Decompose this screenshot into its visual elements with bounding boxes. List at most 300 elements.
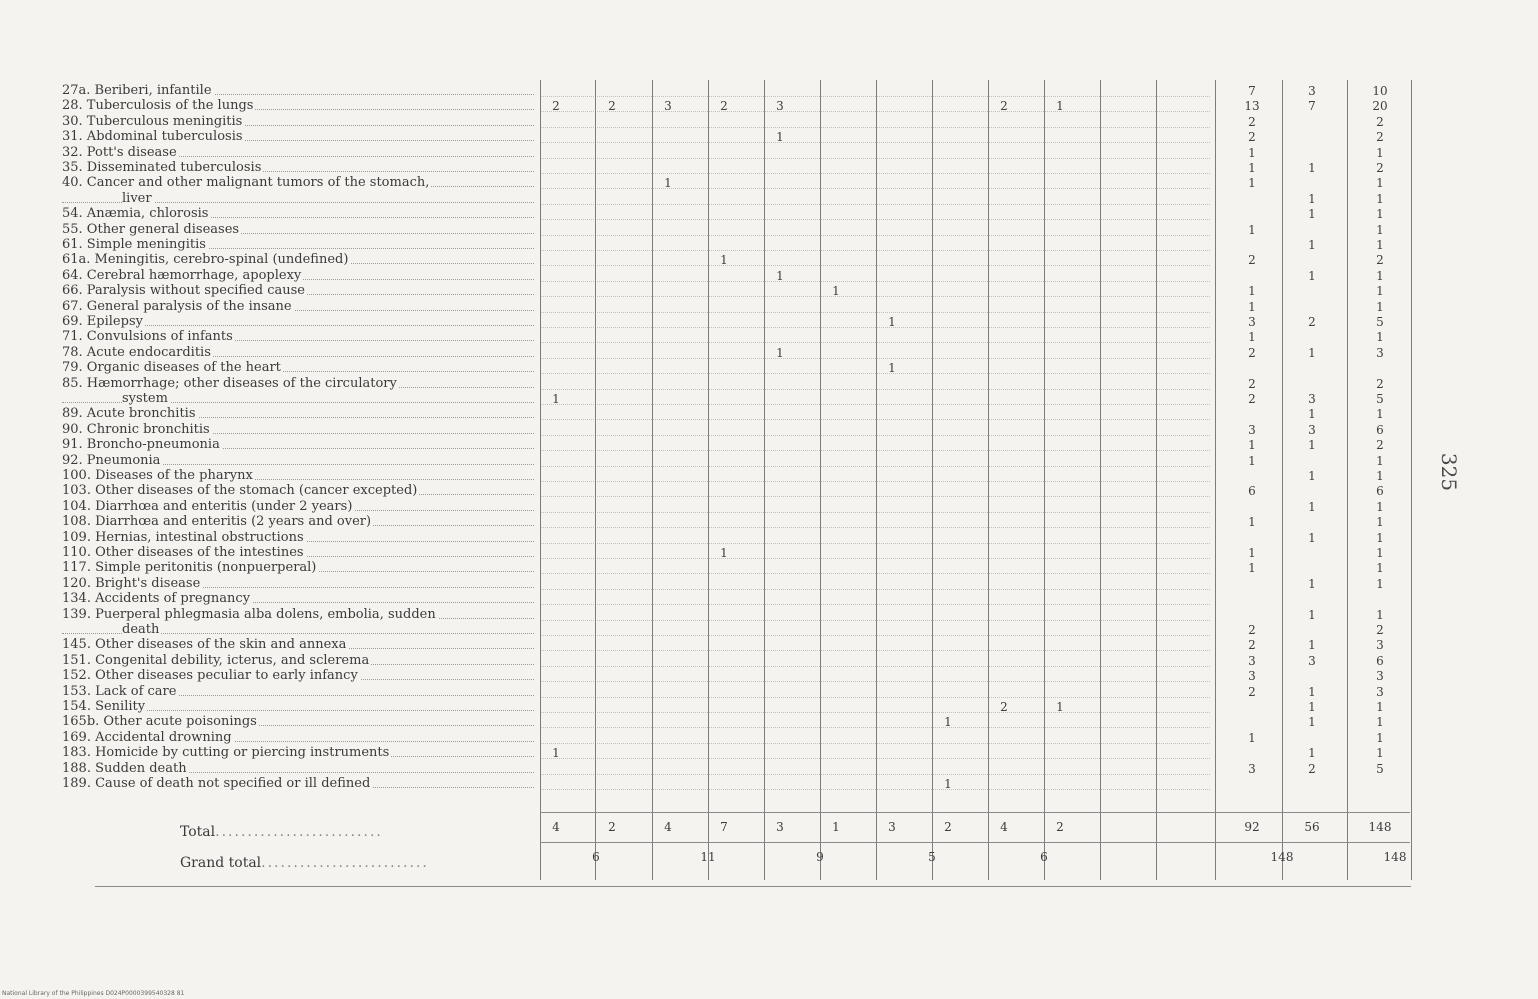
row-leader — [540, 127, 1210, 128]
cell-value: 1 — [1248, 730, 1256, 745]
cell-value: 1 — [776, 130, 784, 145]
cell-value: 3 — [1376, 345, 1384, 360]
row-leader — [540, 789, 1210, 790]
row-leader — [540, 543, 1210, 544]
cause-row — [62, 454, 534, 468]
row-leader — [540, 635, 1210, 636]
column-rule — [1282, 80, 1283, 880]
column-rule — [876, 80, 877, 880]
cause-label: 108. Diarrhœa and enteritis (2 years and over) — [62, 515, 372, 530]
cell-value: 6 — [1376, 653, 1384, 668]
cause-label: 189. Cause of death not specified or ill defined — [62, 777, 371, 791]
cell-value: 2 — [1000, 99, 1008, 114]
cause-label: death — [122, 623, 160, 637]
row-leader — [540, 219, 1210, 220]
column-rule — [988, 80, 989, 880]
total-value: 2 — [1056, 820, 1064, 834]
cell-value: 1 — [944, 715, 952, 730]
cause-label: 183. Homicide by cutting or piercing instruments — [62, 746, 390, 761]
column-rule — [1100, 80, 1101, 880]
cause-label: 134. Accidents of pregnancy — [62, 592, 251, 607]
cause-row — [62, 346, 534, 360]
cell-value: 1 — [1308, 530, 1316, 545]
cell-value: 5 — [1376, 315, 1384, 329]
cause-row — [62, 685, 534, 699]
row-leader — [540, 173, 1210, 174]
cause-row — [62, 315, 534, 329]
cell-value: 1 — [1376, 284, 1384, 299]
row-leader — [540, 342, 1210, 343]
cell-value: 1 — [1248, 515, 1256, 530]
row-leader — [540, 158, 1210, 159]
cause-label: 103. Other diseases of the stomach (cancer excepted) — [62, 484, 418, 499]
cell-value: 2 — [1000, 700, 1008, 714]
total-value: 148 — [1368, 820, 1392, 834]
cause-row — [62, 84, 534, 98]
cell-value: 3 — [1376, 669, 1384, 684]
cause-label: 78. Acute endocarditis — [62, 345, 211, 360]
cell-value: 1 — [1376, 238, 1384, 252]
cause-label: 61. Simple meningitis — [62, 238, 206, 252]
cause-label: 165b. Other acute poisonings — [62, 715, 257, 730]
cause-row — [62, 669, 534, 683]
total-label: Total.......................... — [180, 824, 383, 840]
total-value: 4 — [552, 820, 560, 834]
cause-label: 27a. Beriberi, infantile — [62, 84, 212, 98]
total-value: 7 — [720, 820, 728, 834]
row-leader — [540, 419, 1210, 420]
cause-row — [62, 546, 534, 560]
cause-row — [62, 300, 534, 314]
total-value: 4 — [664, 820, 672, 834]
grand-total-value: 6 — [592, 850, 600, 864]
cell-value: 1 — [1248, 330, 1256, 345]
cause-row — [62, 223, 534, 237]
cell-value: 1 — [1308, 191, 1316, 206]
cell-value: 1 — [1248, 546, 1256, 560]
cell-value: 1 — [1308, 746, 1316, 761]
row-leader — [540, 604, 1210, 605]
cell-value: 1 — [1308, 469, 1316, 483]
row-leader — [540, 373, 1210, 374]
cell-value: 1 — [1376, 515, 1384, 530]
cause-label: 64. Cerebral hæmorrhage, apoplexy — [62, 268, 302, 283]
cell-value: 2 — [1376, 253, 1384, 268]
cell-value: 1 — [776, 268, 784, 283]
cell-value: 1 — [1248, 561, 1256, 576]
cell-value: 1 — [1308, 438, 1316, 453]
cell-value: 2 — [1308, 761, 1316, 776]
cell-value: 2 — [552, 99, 560, 114]
row-leader — [540, 743, 1210, 744]
cause-label: 153. Lack of care — [62, 684, 177, 699]
cell-value: 7 — [1248, 84, 1256, 98]
row-leader — [540, 650, 1210, 651]
cause-label: 110. Other diseases of the intestines — [62, 546, 304, 560]
cause-row — [62, 531, 534, 545]
cell-value: 1 — [1376, 469, 1384, 483]
row-leader — [540, 281, 1210, 282]
row-leader — [540, 466, 1210, 467]
cell-value: 5 — [1376, 761, 1384, 776]
row-leader — [540, 389, 1210, 390]
cell-value: 2 — [1248, 638, 1256, 653]
column-rule — [1044, 80, 1045, 880]
cell-value: 1 — [1056, 700, 1064, 714]
cell-value: 3 — [664, 99, 672, 114]
cell-value: 6 — [1376, 422, 1384, 437]
row-leader — [540, 527, 1210, 528]
cause-label: 31. Abdominal tuberculosis — [62, 130, 243, 145]
cell-value: 1 — [552, 746, 560, 761]
cause-label: 109. Hernias, intestinal obstructions — [62, 530, 304, 545]
row-leader — [540, 558, 1210, 559]
cell-value: 1 — [1376, 176, 1384, 191]
cause-row — [62, 577, 534, 591]
cause-row — [62, 484, 534, 498]
cell-value: 1 — [1308, 715, 1316, 730]
cell-value: 2 — [1376, 161, 1384, 175]
cause-label: 67. General paralysis of the insane — [62, 299, 292, 314]
cell-value: 1 — [1248, 453, 1256, 468]
row-leader — [540, 358, 1210, 359]
cell-value: 1 — [1308, 268, 1316, 283]
cell-value: 1 — [888, 315, 896, 329]
row-leader — [540, 666, 1210, 667]
cell-value: 3 — [1248, 315, 1256, 329]
row-leader — [540, 481, 1210, 482]
cause-row — [62, 777, 534, 791]
cell-value: 13 — [1244, 99, 1260, 114]
cell-value: 2 — [1376, 130, 1384, 145]
cause-label: 92. Pneumonia — [62, 453, 161, 468]
row-leader — [540, 204, 1210, 205]
cause-row — [62, 161, 534, 175]
cell-value: 3 — [1376, 638, 1384, 653]
row-leader — [540, 727, 1210, 728]
cell-value: 2 — [1376, 114, 1384, 129]
cell-value: 3 — [1308, 653, 1316, 668]
row-leader — [540, 435, 1210, 436]
column-rule — [1215, 80, 1216, 880]
column-rule — [708, 80, 709, 880]
row-leader — [540, 327, 1210, 328]
column-rule — [764, 80, 765, 880]
cell-value: 5 — [1376, 392, 1384, 406]
cause-label: 91. Broncho-pneumonia — [62, 438, 220, 453]
grand-total-value: 148 — [1270, 850, 1294, 864]
cause-row — [62, 592, 534, 606]
cause-row — [62, 500, 534, 514]
cell-value: 3 — [1308, 84, 1316, 98]
cell-value: 3 — [1308, 422, 1316, 437]
cause-row — [62, 253, 534, 267]
cell-value: 6 — [1376, 484, 1384, 499]
cause-label: 71. Convulsions of infants — [62, 330, 233, 345]
cause-row — [62, 423, 534, 437]
cell-value: 1 — [1376, 145, 1384, 160]
cell-value: 1 — [1376, 407, 1384, 422]
grand-total-value: 148 — [1383, 850, 1407, 864]
cause-label: 169. Accidental drowning — [62, 730, 232, 745]
grand-total-value: 9 — [816, 850, 824, 864]
cause-row — [62, 469, 534, 483]
cause-row — [62, 207, 534, 221]
cell-value: 2 — [608, 99, 616, 114]
total-value: 3 — [776, 820, 784, 834]
cause-row — [62, 377, 534, 391]
cause-label: 69. Epilepsy — [62, 315, 143, 329]
cell-value: 3 — [1308, 392, 1316, 406]
page-number: 325 — [1437, 452, 1462, 492]
column-rule — [932, 80, 933, 880]
cell-value: 2 — [1376, 623, 1384, 637]
row-leader — [540, 774, 1210, 775]
cause-row — [62, 638, 534, 652]
total-value: 2 — [944, 820, 952, 834]
footer-credit: National Library of the Philippines D024P0000399540328 81 — [2, 990, 185, 997]
cell-value: 2 — [1248, 253, 1256, 268]
grand-total-value: 11 — [700, 850, 716, 864]
cause-label: 54. Anæmia, chlorosis — [62, 207, 209, 222]
column-rule — [595, 80, 596, 880]
cell-value: 3 — [776, 99, 784, 114]
cause-label: 120. Bright's disease — [62, 576, 201, 591]
cell-value: 1 — [1248, 222, 1256, 237]
cause-label: 154. Senility — [62, 700, 146, 714]
cause-row — [62, 608, 534, 622]
row-leader — [540, 512, 1210, 513]
column-rule — [1347, 80, 1348, 880]
cell-value: 6 — [1248, 484, 1256, 499]
cell-value: 1 — [1308, 238, 1316, 252]
row-leader — [540, 620, 1210, 621]
cause-row — [62, 330, 534, 344]
cell-value: 3 — [1248, 653, 1256, 668]
row-leader — [540, 188, 1210, 189]
cell-value: 1 — [1376, 715, 1384, 730]
cell-value: 1 — [1248, 299, 1256, 314]
cell-value: 10 — [1372, 84, 1388, 98]
cause-row — [62, 130, 534, 144]
cell-value: 1 — [664, 176, 672, 191]
column-rule — [540, 80, 541, 880]
row-leader — [540, 573, 1210, 574]
cell-value: 2 — [1308, 315, 1316, 329]
horizontal-rule — [540, 842, 1410, 843]
cell-value: 1 — [552, 392, 560, 406]
cell-value: 1 — [1376, 268, 1384, 283]
cause-label: 188. Sudden death — [62, 761, 187, 776]
cause-row — [62, 561, 534, 575]
cause-label: 61a. Meningitis, cerebro-spinal (undefined) — [62, 253, 349, 268]
grand-total-label: Grand total.......................... — [180, 855, 429, 871]
row-leader — [540, 111, 1210, 112]
total-value: 3 — [888, 820, 896, 834]
cause-label: 90. Chronic bronchitis — [62, 422, 210, 437]
cause-row — [62, 438, 534, 452]
cell-value: 1 — [888, 361, 896, 376]
total-value: 1 — [832, 820, 840, 834]
total-value: 4 — [1000, 820, 1008, 834]
cell-value: 1 — [1248, 438, 1256, 453]
cell-value: 1 — [1248, 161, 1256, 175]
cell-value: 2 — [1248, 684, 1256, 699]
cause-row — [62, 146, 534, 160]
cell-value: 1 — [1376, 530, 1384, 545]
cell-value: 3 — [1248, 669, 1256, 684]
cause-row — [62, 407, 534, 421]
cell-value: 2 — [1248, 623, 1256, 637]
row-leader — [540, 697, 1210, 698]
cell-value: 1 — [1376, 561, 1384, 576]
cell-value: 2 — [1248, 345, 1256, 360]
cause-label: 85. Hæmorrhage; other diseases of the circulatory — [62, 376, 397, 391]
cell-value: 1 — [1056, 99, 1064, 114]
cell-value: 1 — [1376, 330, 1384, 345]
cause-label: 28. Tuberculosis of the lungs — [62, 99, 254, 114]
cell-value: 1 — [1376, 207, 1384, 222]
cause-row — [62, 284, 534, 298]
row-leader — [540, 589, 1210, 590]
cell-value: 1 — [1376, 546, 1384, 560]
cell-value: 1 — [1376, 576, 1384, 591]
column-rule — [820, 80, 821, 880]
row-leader — [540, 96, 1210, 97]
row-leader — [540, 250, 1210, 251]
horizontal-rule — [95, 886, 1411, 887]
horizontal-rule — [540, 812, 1410, 813]
cell-value: 1 — [1308, 407, 1316, 422]
cell-value: 1 — [944, 777, 952, 791]
cell-value: 1 — [1308, 345, 1316, 360]
cause-label: system — [122, 392, 168, 406]
cell-value: 1 — [1308, 576, 1316, 591]
cell-value: 1 — [1248, 145, 1256, 160]
cause-label: 30. Tuberculous meningitis — [62, 114, 243, 129]
cause-label: 100. Diseases of the pharynx — [62, 469, 253, 483]
cell-value: 1 — [1308, 684, 1316, 699]
cause-row — [62, 99, 534, 113]
cause-row — [62, 115, 534, 129]
cell-value: 1 — [720, 253, 728, 268]
cause-label: 40. Cancer and other malignant tumors of the stomach, — [62, 176, 430, 191]
row-leader — [540, 142, 1210, 143]
cause-label: liver — [122, 191, 152, 206]
row-leader — [540, 450, 1210, 451]
cell-value: 2 — [1376, 376, 1384, 391]
cell-value: 2 — [1248, 392, 1256, 406]
row-leader — [540, 758, 1210, 759]
cause-label: 32. Pott's disease — [62, 145, 177, 160]
cell-value: 1 — [720, 546, 728, 560]
cause-label: 104. Diarrhœa and enteritis (under 2 years) — [62, 499, 353, 514]
cell-value: 3 — [1376, 684, 1384, 699]
cause-row — [62, 762, 534, 776]
cell-value: 2 — [1248, 130, 1256, 145]
cell-value: 1 — [1376, 453, 1384, 468]
cause-label: 117. Simple peritonitis (nonpuerperal) — [62, 561, 317, 576]
cause-label: 35. Disseminated tuberculosis — [62, 161, 262, 175]
row-leader — [540, 404, 1210, 405]
cell-value: 20 — [1372, 99, 1388, 114]
cell-value: 3 — [1248, 761, 1256, 776]
cause-row — [62, 192, 534, 206]
cell-value: 2 — [720, 99, 728, 114]
cell-value: 1 — [1308, 161, 1316, 175]
cause-row — [62, 361, 534, 375]
cell-value: 1 — [1248, 176, 1256, 191]
grand-total-value: 5 — [928, 850, 936, 864]
cause-label: 55. Other general diseases — [62, 222, 240, 237]
cause-row — [62, 515, 534, 529]
cause-row — [62, 238, 534, 252]
cell-value: 1 — [1376, 299, 1384, 314]
total-value: 92 — [1244, 820, 1260, 834]
cell-value: 1 — [1376, 730, 1384, 745]
row-leader — [540, 296, 1210, 297]
cause-row — [62, 700, 534, 714]
row-leader — [540, 712, 1210, 713]
cell-value: 7 — [1308, 99, 1316, 114]
cause-label: 66. Paralysis without specified cause — [62, 284, 305, 299]
cell-value: 2 — [1376, 438, 1384, 453]
cell-value: 1 — [1376, 191, 1384, 206]
cell-value: 2 — [1248, 376, 1256, 391]
row-leader — [540, 496, 1210, 497]
cell-value: 1 — [1376, 746, 1384, 761]
cause-row — [62, 269, 534, 283]
cell-value: 1 — [832, 284, 840, 299]
cell-value: 1 — [1376, 222, 1384, 237]
row-leader — [540, 265, 1210, 266]
cause-row — [62, 654, 534, 668]
cause-row — [62, 623, 534, 637]
cause-label: 145. Other diseases of the skin and annexa — [62, 638, 347, 653]
cause-row — [62, 731, 534, 745]
row-leader — [540, 681, 1210, 682]
cause-label: 79. Organic diseases of the heart — [62, 361, 281, 376]
cause-row — [62, 392, 534, 406]
cell-value: 1 — [1308, 499, 1316, 514]
column-rule — [652, 80, 653, 880]
total-value: 2 — [608, 820, 616, 834]
cell-value: 1 — [1308, 207, 1316, 222]
cell-value: 1 — [1308, 607, 1316, 622]
cell-value: 1 — [1308, 638, 1316, 653]
cause-label: 151. Congenital debility, icterus, and sclerema — [62, 653, 370, 668]
total-value: 56 — [1304, 820, 1320, 834]
cell-value: 1 — [1376, 700, 1384, 714]
row-leader — [540, 235, 1210, 236]
cause-label: 152. Other diseases peculiar to early infancy — [62, 669, 358, 684]
cell-value: 1 — [776, 345, 784, 360]
cause-row — [62, 176, 534, 190]
cell-value: 1 — [1376, 499, 1384, 514]
cell-value: 1 — [1308, 700, 1316, 714]
row-leader — [540, 312, 1210, 313]
cell-value: 1 — [1376, 607, 1384, 622]
column-rule — [1156, 80, 1157, 880]
column-rule — [1411, 80, 1412, 880]
cause-label: 89. Acute bronchitis — [62, 407, 196, 422]
cell-value: 2 — [1248, 114, 1256, 129]
grand-total-value: 6 — [1040, 850, 1048, 864]
cause-label: 139. Puerperal phlegmasia alba dolens, embolia, sudden — [62, 607, 436, 622]
cell-value: 3 — [1248, 422, 1256, 437]
cause-row — [62, 715, 534, 729]
cause-row — [62, 746, 534, 760]
